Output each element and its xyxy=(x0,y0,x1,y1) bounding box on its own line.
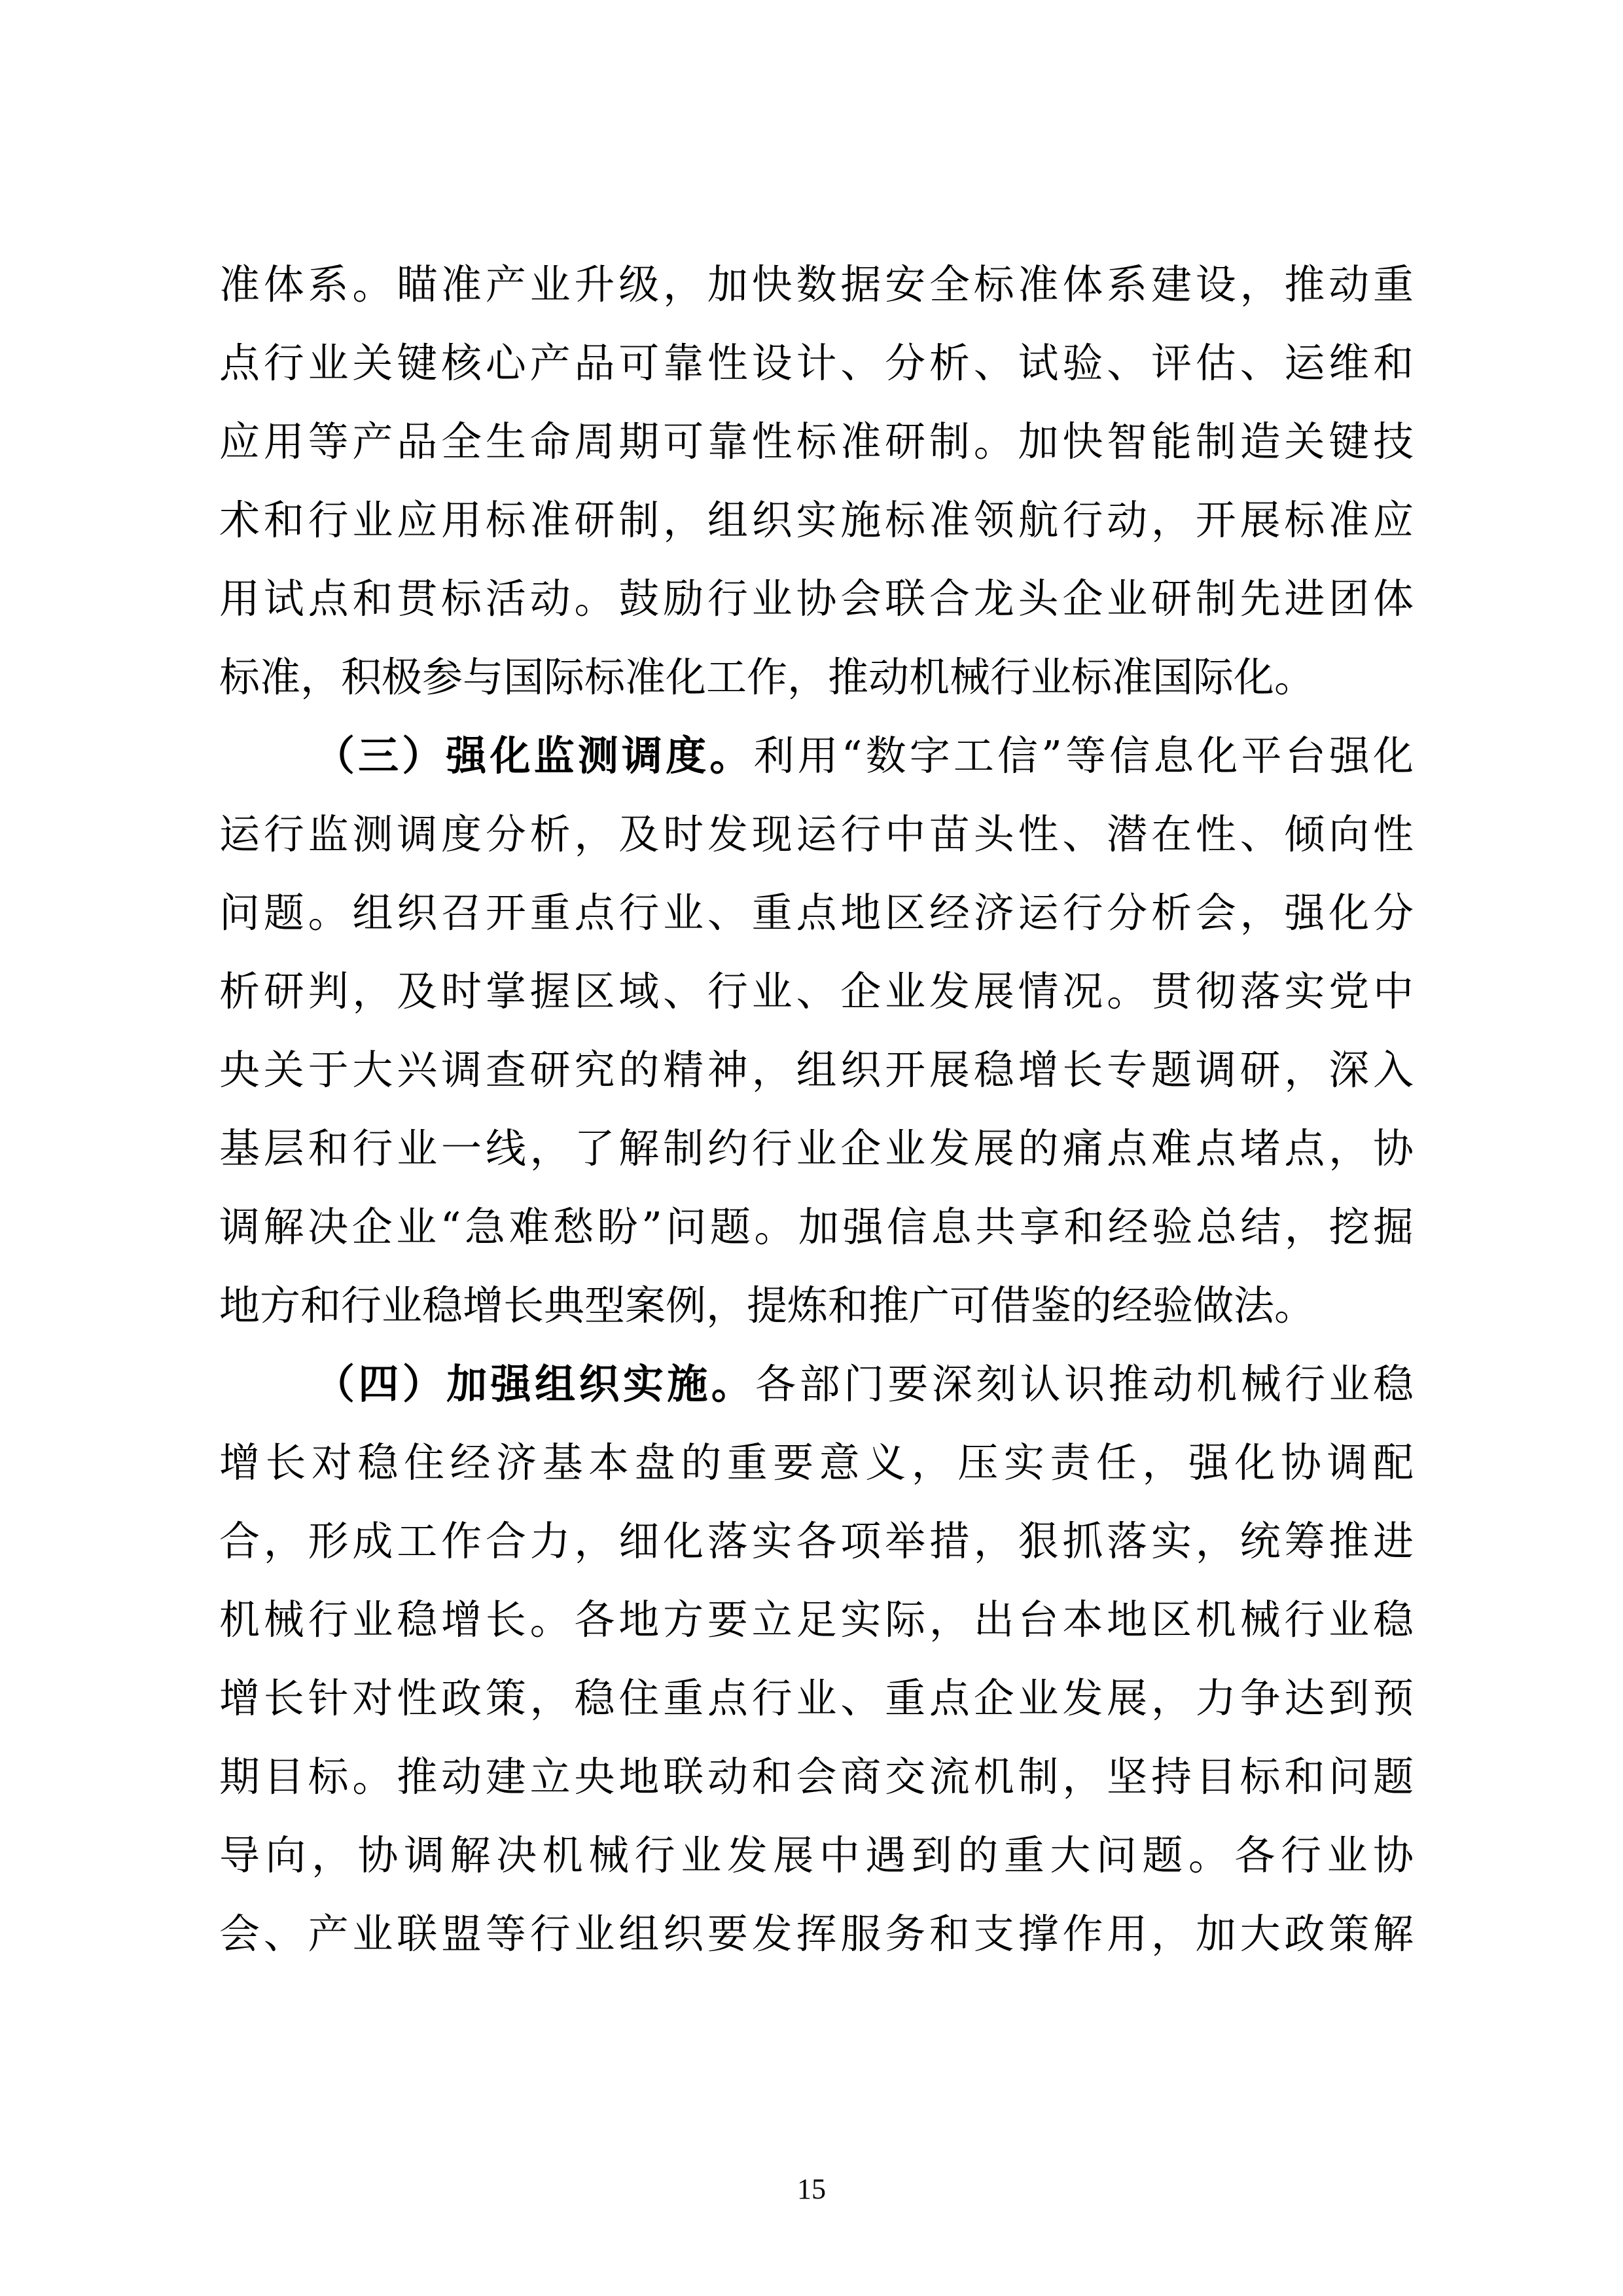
text-line: 应用等产品全生命周期可靠性标准研制。加快智能制造关键技 xyxy=(219,418,1414,465)
text-line: 机械行业稳增长。各地方要立足实际，出台本地区机械行业稳 xyxy=(219,1596,1414,1643)
section-four-first-line xyxy=(219,1345,1414,1424)
section-four-heading: （四）加强组织实施。 xyxy=(314,1360,756,1408)
text-line: 术和行业应用标准研制，组织实施标准领航行动，开展标准应 xyxy=(219,496,1414,544)
section-three-first-line xyxy=(219,717,1414,795)
text-line: 用试点和贯标活动。鼓励行业协会联合龙头企业研制先进团体 xyxy=(219,575,1414,622)
text-line: 会、产业联盟等行业组织要发挥服务和支撑作用，加大政策解 xyxy=(219,1910,1414,1958)
text-line: 准体系。瞄准产业升级，加快数据安全标准体系建设，推动重 xyxy=(219,260,1414,308)
text-line: 增长对稳住经济基本盘的重要意义，压实责任，强化协调配 xyxy=(219,1439,1414,1486)
text-line: 地方和行业稳增长典型案例，提炼和推广可借鉴的经验做法。 xyxy=(219,1282,1315,1329)
text-line: 合，形成工作合力，细化落实各项举措，狠抓落实，统筹推进 xyxy=(219,1517,1414,1565)
text-line: 点行业关键核心产品可靠性设计、分析、试验、评估、运维和 xyxy=(219,339,1414,387)
text-line: 央关于大兴调查研究的精神，组织开展稳增长专题调研，深入 xyxy=(219,1046,1414,1094)
text-line: 标准，积极参与国际标准化工作，推动机械行业标准国际化。 xyxy=(219,653,1315,701)
text-line: 析研判，及时掌握区域、行业、企业发展情况。贯彻落实党中 xyxy=(219,967,1414,1015)
text-line: 导向，协调解决机械行业发展中遇到的重大问题。各行业协 xyxy=(219,1831,1414,1879)
section-three-heading: （三）强化监测调度。 xyxy=(314,732,754,780)
text-line: 基层和行业一线，了解制约行业企业发展的痛点难点堵点，协 xyxy=(219,1124,1414,1172)
section-three-text: 利用“数字工信”等信息化平台强化 xyxy=(753,732,1414,780)
text-line: 问题。组织召开重点行业、重点地区经济运行分析会，强化分 xyxy=(219,889,1414,937)
text-line: 运行监测调度分析，及时发现运行中苗头性、潜在性、倾向性 xyxy=(219,810,1414,858)
text-line: 增长针对性政策，稳住重点行业、重点企业发展，力争达到预 xyxy=(219,1674,1414,1722)
body-text xyxy=(219,245,1414,1973)
page-number: 15 xyxy=(797,2173,826,2205)
section-four-text: 各部门要深刻认识推动机械行业稳 xyxy=(755,1360,1414,1408)
text-line: 期目标。推动建立央地联动和会商交流机制，坚持目标和问题 xyxy=(219,1753,1414,1801)
text-line: 调解决企业“急难愁盼”问题。加强信息共享和经验总结，挖掘 xyxy=(219,1203,1414,1251)
